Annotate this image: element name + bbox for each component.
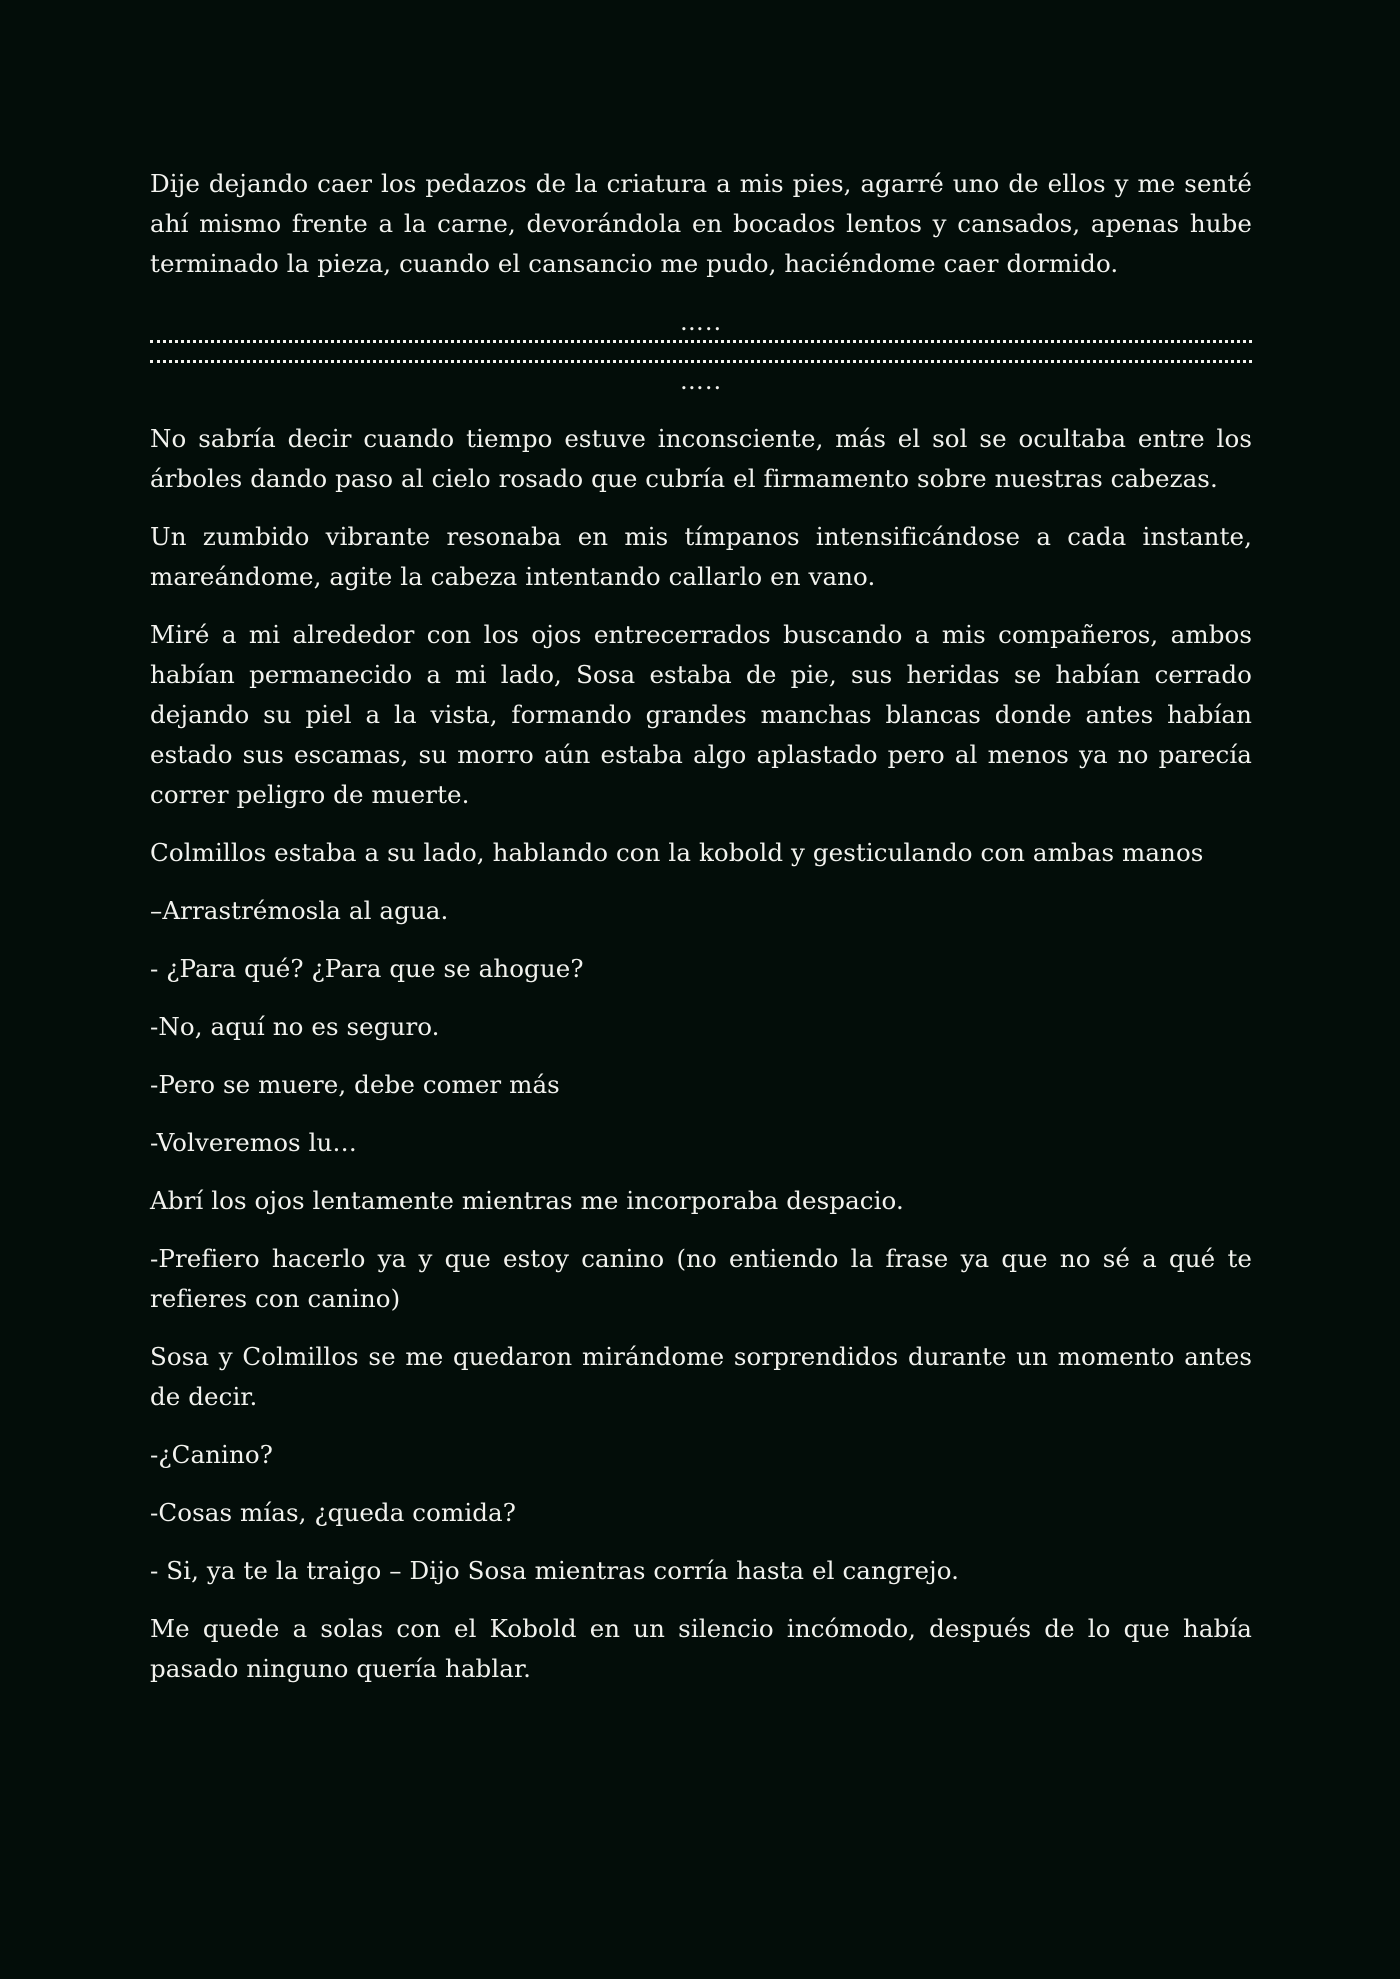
- paragraph: Miré a mi alrededor con los ojos entrecerrados buscando a mis compañeros, ambos habían permanecido a mi lado, Sosa estaba de pie, sus heridas se habían cerrado dejando su piel a la vista, formando grandes manchas blancas donde antes habían estado sus escamas, su morro aún estaba algo aplastado pero al menos ya no parecía correr peligro de muerte.: [150, 620, 1252, 809]
- paragraph: Sosa y Colmillos se me quedaron mirándome sorprendidos durante un momento antes de decir.: [150, 1342, 1252, 1411]
- dialogue-line: –Arrastrémosla al agua.: [150, 896, 449, 925]
- dialogue-line: -Cosas mías, ¿queda comida?: [150, 1498, 516, 1527]
- scene-break-dotted-rule-2: [150, 360, 1252, 363]
- dialogue-line: -Prefiero hacerlo ya y que estoy canino (no entiendo la frase ya que no sé a qué te refieres con canino): [150, 1244, 1252, 1313]
- paragraph: Un zumbido vibrante resonaba en mis tímpanos intensificándose a cada instante, mareándome, agite la cabeza intentando callarlo en vano.: [150, 522, 1252, 591]
- paragraph: Colmillos estaba a su lado, hablando con la kobold y gesticulando con ambas manos: [150, 838, 1204, 867]
- dialogue-line: -Volveremos lu…: [150, 1128, 358, 1157]
- opening-paragraph: Dije dejando caer los pedazos de la criatura a mis pies, agarré uno de ellos y me senté ahí mismo frente a la carne, devorándola en bocados lentos y cansados, apenas hube terminado la pieza, cuando el cansancio me pudo, haciéndome caer dormido.: [150, 169, 1252, 278]
- dialogue-line: - Si, ya te la traigo – Dijo Sosa mientras corría hasta el cangrejo.: [150, 1556, 960, 1585]
- paragraph: Abrí los ojos lentamente mientras me incorporaba despacio.: [150, 1186, 904, 1215]
- scene-break-ellipsis-top: …..: [679, 308, 723, 336]
- paragraph: Me quede a solas con el Kobold en un silencio incómodo, después de lo que había pasado ninguno quería hablar.: [150, 1614, 1252, 1683]
- scene-break-ellipsis-bottom: …..: [679, 367, 723, 395]
- scene-break-dotted-rule-1: [150, 340, 1252, 343]
- dialogue-line: -No, aquí no es seguro.: [150, 1012, 440, 1041]
- paragraph: No sabría decir cuando tiempo estuve inconsciente, más el sol se ocultaba entre los árboles dando paso al cielo rosado que cubría el firmamento sobre nuestras cabezas.: [150, 424, 1252, 493]
- dialogue-line: -¿Canino?: [150, 1440, 273, 1469]
- dialogue-line: -Pero se muere, debe comer más: [150, 1070, 560, 1099]
- dialogue-line: - ¿Para qué? ¿Para que se ahogue?: [150, 954, 584, 983]
